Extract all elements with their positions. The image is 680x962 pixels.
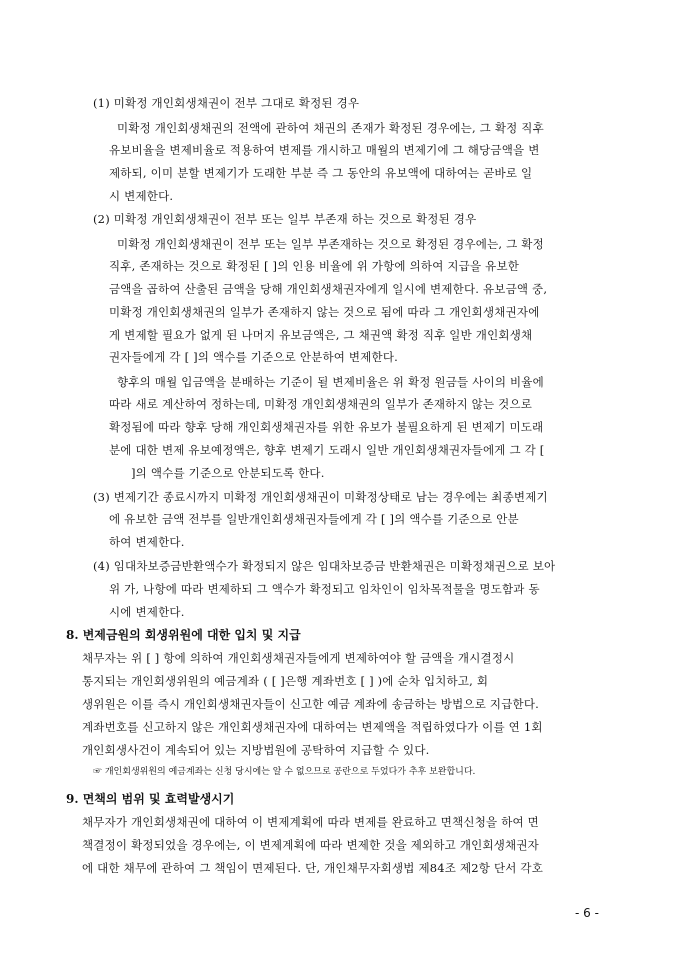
item2-para2-line: 분에 대한 변제 유보예정액은, 향후 변제기 도래시 일반 개인회생채권자들에게 그 각 [ xyxy=(109,443,545,457)
item2-para2-line: ]의 액수를 기준으로 안분되도록 한다. xyxy=(131,466,325,480)
item2-line: 권자들에게 각 [ ]의 액수를 기준으로 안분하여 변제한다. xyxy=(109,350,399,364)
item2-para2-line: 따라 새로 계산하여 정하는데, 미확정 개인회생채권의 일부가 존재하지 않는 것으로 xyxy=(109,397,533,411)
item2-para2-line: 확정됨에 따라 향후 당해 개인회생채권자를 위한 유보가 불필요하게 된 변제기 미도래 xyxy=(109,420,544,434)
item3-line: 하여 변제한다. xyxy=(109,535,185,549)
item2-line: 게 변제할 필요가 없게 된 나머지 유보금액은, 그 채권액 확정 직후 일반 개인회생채 xyxy=(109,328,533,342)
item3-line: 에 유보한 금액 전부를 일반개인회생채권자들에게 각 [ ]의 액수를 기준으로 안분 xyxy=(109,512,519,526)
section8-line: 통지되는 개인회생위원의 예금계좌 ( [ ]은행 계좌번호 [ ] )에 순차 입치하고, 회 xyxy=(82,674,489,688)
item1-line: 유보비율을 변제비율로 적용하여 변제를 개시하고 매월의 변제기에 그 해당금액을 변 xyxy=(109,143,540,157)
section9-line: 에 대한 채무에 관하여 그 책임이 면제된다. 단, 개인채무자회생법 제84조 제2항 단서 각호 xyxy=(82,861,544,875)
item1-line: 시 변제한다. xyxy=(109,189,174,203)
section9-heading: 9. 면책의 범위 및 효력발생시기 xyxy=(66,792,235,806)
section8-line: 개인회생사건이 계속되어 있는 지방법원에 공탁하여 지급할 수 있다. xyxy=(82,743,430,757)
item2-para2-line: 향후의 매월 입금액을 분배하는 기준이 될 변제비율은 위 확정 원금들 사이의 비율에 xyxy=(117,375,544,389)
item1-title: (1) 미확정 개인회생채권이 전부 그대로 확정된 경우 xyxy=(93,96,360,110)
item4-line: 위 가, 나항에 따라 변제하되 그 액수가 확정되고 임차인이 임차목적물을 명도함과 동 xyxy=(109,582,540,596)
section8-line: 채무자는 위 [ ] 항에 의하여 개인회생채권자들에게 변제하여야 할 금액을 개시결정시 xyxy=(82,651,515,665)
item2-line: 금액을 곱하여 산출된 금액을 당해 개인회생채권자에게 일시에 변제한다. 유보금액 중, xyxy=(109,282,548,296)
section8-note: ☞ 개인회생위원의 예금계좌는 신청 당시에는 알 수 없으므로 공란으로 두었다가 추후 보완합니다. xyxy=(93,767,476,777)
section9-line: 책결정이 확정되었을 경우에는, 이 변제계획에 따라 변제한 것을 제외하고 개인회생채권자 xyxy=(82,838,539,852)
item1-line: 제하되, 이미 분할 변제기가 도래한 부분 즉 그 동안의 유보액에 대하여는 곧바로 일 xyxy=(109,166,533,180)
item2-line: 미확정 개인회생채권의 일부가 존재하지 않는 것으로 됨에 따라 그 개인회생채권자에 xyxy=(109,305,540,319)
item1-line: 미확정 개인회생채권의 전액에 관하여 채권의 존재가 확정된 경우에는, 그 확정 직후 xyxy=(117,121,544,135)
item2-title: (2) 미확정 개인회생채권이 전부 또는 일부 부존재 하는 것으로 확정된 경우 xyxy=(93,212,477,226)
item4-line: 시에 변제한다. xyxy=(109,605,185,619)
page-number: - 6 - xyxy=(575,906,599,920)
item2-line: 직후, 존재하는 것으로 확정된 [ ]의 인용 비율에 위 가항에 의하여 지급을 유보한 xyxy=(109,259,520,273)
section8-line: 계좌번호를 신고하지 않은 개인회생채권자에 대하여는 변제액을 적립하였다가 이를 연 1회 xyxy=(82,720,543,734)
section8-line: 생위원은 이를 즉시 개인회생채권자들이 신고한 예금 계좌에 송금하는 방법으로 지급한다. xyxy=(82,697,539,711)
item2-line: 미확정 개인회생채권이 전부 또는 일부 부존재하는 것으로 확정된 경우에는, 그 확정 xyxy=(117,237,544,251)
item3-line: (3) 변제기간 종료시까지 미확정 개인회생채권이 미확정상태로 남는 경우에는 최종변제기 xyxy=(93,490,548,504)
item4-line: (4) 임대차보증금반환액수가 확정되지 않은 임대차보증금 반환채권은 미확정채권으로 보아 xyxy=(93,559,556,573)
section8-heading: 8. 변제금원의 회생위원에 대한 입치 및 지급 xyxy=(66,628,301,642)
section9-line: 채무자가 개인회생채권에 대하여 이 변제계획에 따라 변제를 완료하고 면책신청을 하여 면 xyxy=(82,815,539,829)
